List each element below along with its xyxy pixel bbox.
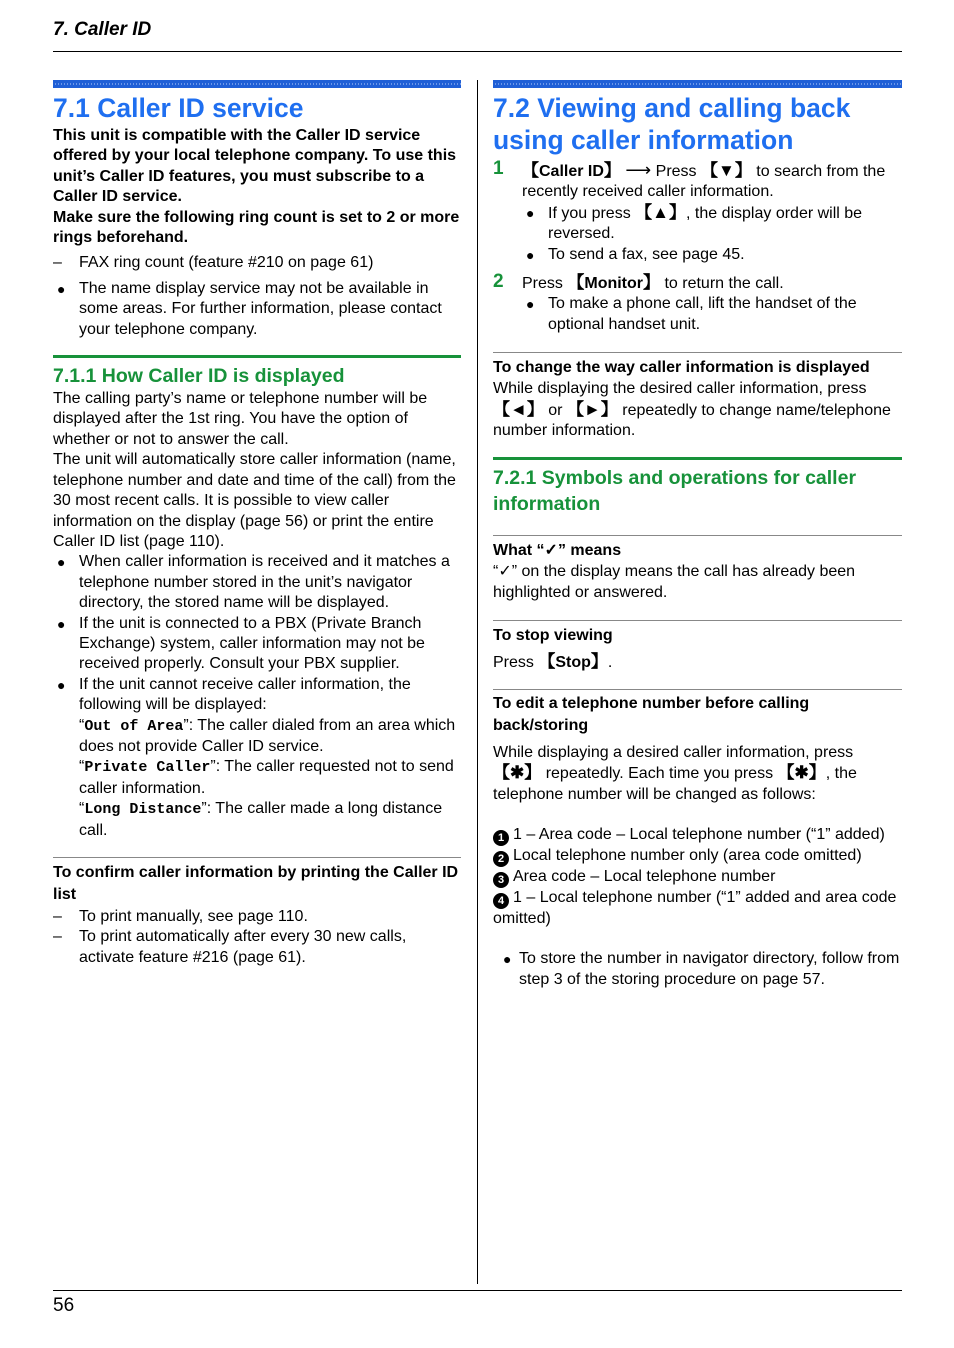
subsection-title-7-1-1: 7.1.1 How Caller ID is displayed xyxy=(53,365,345,388)
what-means-heading: What “✓” means xyxy=(493,542,622,560)
circled-number-icon: 2 xyxy=(493,851,509,867)
divider xyxy=(493,689,902,690)
para-display: The calling party’s name or telephone number will be displayed after the 1st ring. You have the option of whether or not to answer the call. xyxy=(53,390,428,448)
running-title: 7. Caller ID xyxy=(53,19,152,40)
right-key-icon: 【►】 xyxy=(566,399,618,419)
star-key-icon: 【✱】 xyxy=(493,763,542,783)
step-1: 1 【Caller ID】 ⟶ Press 【▼】 to search from the recently received caller information. ● If you press 【▲】, the display order will be reversed. ● To send a fax, see page 45. xyxy=(493,160,902,265)
change-text: While displaying the desired caller information, press 【◄】 or 【►】 repeatedly to change name/telephone number information. xyxy=(493,380,891,440)
stop-viewing-text: Press 【Stop】. xyxy=(493,652,613,672)
what-means-text: “✓” on the display means the call has already been highlighted or answered. xyxy=(493,563,856,601)
divider xyxy=(493,535,902,536)
display-item-private-caller: “Private Caller”: The caller requested not to send caller information. xyxy=(79,758,454,797)
bullet-icon: ● xyxy=(526,246,535,263)
star-key-icon: 【✱】 xyxy=(777,763,826,783)
list-item: ● To make a phone call, lift the handset of the optional handset unit. xyxy=(526,295,857,333)
monitor-key: Monitor xyxy=(584,275,644,293)
bullet-icon: ● xyxy=(57,554,66,571)
list-item: ● When caller information is received and it matches a telephone number stored in the unit’s navigator directory, the stored name will be displayed. xyxy=(57,553,450,612)
intro-fax-ring-count: – FAX ring count (feature #210 on page 61) xyxy=(53,253,461,273)
store-bullet: ● To store the number in navigator directory, follow from step 3 of the storing procedure on page 57. xyxy=(503,950,900,988)
section-bar xyxy=(493,80,902,88)
page-number: 56 xyxy=(53,1295,75,1316)
header-rule xyxy=(53,51,902,52)
edit-text: While displaying a desired caller information, press 【✱】 repeatedly. Each time you press 【✱】, the telephone number will be changed as follows: xyxy=(493,743,857,803)
circled-number-icon: 1 xyxy=(493,830,509,846)
list-item: ● If the unit cannot receive caller information, the following will be displayed: “Out of Area”: The caller dialed from an area which does not provide Caller ID service. “Private Caller”: The caller requested not to send caller information. “Long Distance”: The caller made a long distance call. xyxy=(53,675,461,841)
section-title-7-1: 7.1 Caller ID service xyxy=(53,93,304,123)
list-item: ● If you press 【▲】, the display order will be reversed. xyxy=(526,202,863,243)
intro-bullet xyxy=(53,279,461,340)
confirm-item: – To print manually, see page 110. xyxy=(53,907,461,927)
left-column xyxy=(53,80,461,968)
left-key-icon: 【◄】 xyxy=(493,399,544,419)
stop-key: Stop xyxy=(555,654,591,672)
column-divider xyxy=(477,80,478,1284)
para-store: The unit will automatically store caller information (name, telephone number and date and time of the call) from the 30 most recent calls. It is possible to view caller information on the display (page 56) or print the entire Caller ID list (page 110). xyxy=(53,451,456,550)
caller-id-key: Caller ID xyxy=(539,163,604,180)
list-item: ● To send a fax, see page 45. xyxy=(522,245,902,265)
subsection-bar xyxy=(493,457,902,460)
confirm-item: – To print automatically after every 30 new calls, activate feature #216 (page 61). xyxy=(53,927,461,968)
divider xyxy=(493,620,902,621)
circled-number-icon: 4 xyxy=(493,893,509,909)
bullet-icon: ● xyxy=(57,615,66,632)
section-title-7-2: 7.2 Viewing and calling back using caller information xyxy=(493,93,851,155)
bullet-icon: ● xyxy=(526,296,535,313)
divider xyxy=(493,352,902,353)
circled-number-icon: 3 xyxy=(493,872,509,888)
divider xyxy=(53,857,461,858)
step-2: 2 Press 【Monitor】 to return the call. ● To make a phone call, lift the handset of the optional handset unit. xyxy=(493,273,902,335)
intro-bullet-text: The name display service may not be available in some areas. For further information, please contact your telephone company. xyxy=(79,279,442,338)
section-bar xyxy=(53,80,461,88)
bullet-icon: ● xyxy=(503,951,512,968)
edit-format-list xyxy=(493,825,902,929)
step-number: 2 xyxy=(493,271,504,293)
arrow-right-icon: ⟶ xyxy=(625,160,652,180)
stop-viewing-heading: To stop viewing xyxy=(493,627,613,645)
footer-rule xyxy=(53,1290,902,1291)
bullet-icon: ● xyxy=(57,280,66,297)
down-key-icon: 【▼】 xyxy=(701,161,752,180)
subsection-bar xyxy=(53,355,461,358)
up-key-icon: 【▲】 xyxy=(635,202,686,222)
bullet-icon: ● xyxy=(57,676,66,693)
list-item: ● If the unit is connected to a PBX (Private Branch Exchange) system, caller information may not be received properly. Consult your PBX supplier. xyxy=(57,614,425,673)
subsection-title-7-2-1: 7.2.1 Symbols and operations for caller information xyxy=(493,467,857,516)
intro-ring-count: Make sure the following ring count is set to 2 or more rings beforehand. xyxy=(53,208,460,247)
step-number: 1 xyxy=(493,158,504,179)
list-item: 3 Area code – Local telephone number xyxy=(493,867,902,888)
edit-heading: To edit a telephone number before calling back/storing xyxy=(493,694,810,734)
list-item: 4 1 – Local telephone number (“1” added and area code omitted) xyxy=(493,888,897,927)
confirm-heading: To confirm caller information by printing the Caller ID list xyxy=(53,864,459,903)
display-item-long-distance: “Long Distance”: The caller made a long distance call. xyxy=(79,800,443,839)
intro-subscription: This unit is compatible with the Caller ID service offered by your local telephone company. To use this unit’s Caller ID features, you must subscribe to a Caller ID service. xyxy=(53,127,457,206)
list-item: 1 1 – Area code – Local telephone number (“1” added) xyxy=(493,825,902,846)
display-item-out-of-area: “Out of Area”: The caller dialed from an area which does not provide Caller ID service. xyxy=(79,716,456,755)
right-column xyxy=(493,80,902,990)
bullet-icon: ● xyxy=(526,204,535,221)
change-heading: To change the way caller information is displayed xyxy=(493,359,870,377)
list-item: 2 Local telephone number only (area code omitted) xyxy=(493,846,902,867)
